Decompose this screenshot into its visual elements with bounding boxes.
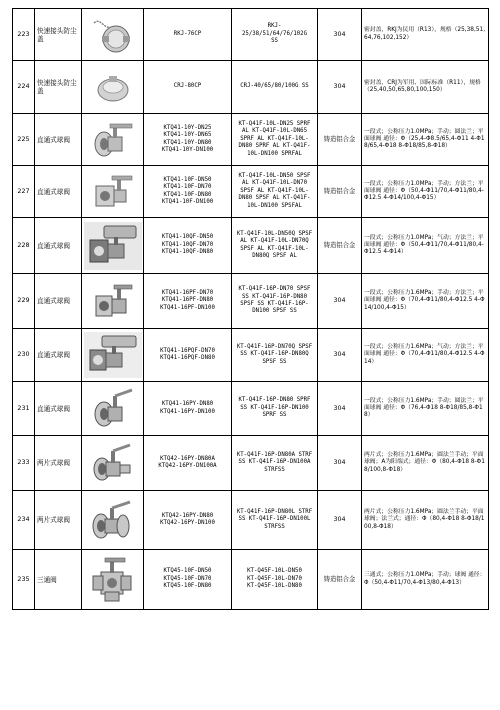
- table-row: [13, 61, 489, 114]
- model-number: RKJ-76CP: [144, 9, 232, 61]
- part-code: KT-Q41F-10L-DN50 SPSF AL KT-Q41F-10L-DN70 SPSF AL KT-Q41F-10L-DN80 SPSF AL KT-Q41F-10L-DN100 SPSFAL: [232, 166, 318, 218]
- table-row: [13, 114, 489, 166]
- steel-ball-valve-icon: [82, 274, 144, 329]
- model-number: KTQ41-10F-DN50 KTQ41-10F-DN70 KTQ41-10F-DN80 KTQ41-10F-DN100: [144, 166, 232, 218]
- part-code: KT-Q41F-16P-DN70 SPSF SS KT-Q41F-16P-DN80 SPSF SS KT-Q41F-16P-DN100 SPSF SS: [232, 274, 318, 329]
- description: 一段式；公称压力1.0MPa；气动；方法兰；平面球阀 通径：Φ（50,4-Φ11/70,4-Φ11/80,4-Φ12.5 4-Φ14）: [362, 218, 489, 274]
- product-name: 直通式球阀: [35, 329, 82, 382]
- description: 一段式；公称压力1.0MPa；手动；方法兰；平面球阀 通径：Φ（50,4-Φ11/70,4-Φ11/80,4-Φ12.5 4-Φ14/100,4-Φ15）: [362, 166, 489, 218]
- pneumatic-steel-valve-icon: [82, 329, 144, 382]
- material: 304: [318, 436, 362, 491]
- flanged-ball-valve-icon: [82, 114, 144, 166]
- description: 一段式；公称压力1.6MPa；气动；方法兰；平面球阀 通径：Φ（70,4-Φ11/80,4-Φ12.5 4-Φ14）: [362, 329, 489, 382]
- product-name: 三通阀: [35, 550, 82, 610]
- pneumatic-ball-valve-icon: [82, 218, 144, 274]
- three-way-valve-icon: [82, 550, 144, 610]
- round-flange-valve-icon: [82, 382, 144, 436]
- material: 铸造铝合金: [318, 166, 362, 218]
- model-number: KTQ42-16PY-DN80A KTQ42-16PY-DN100A: [144, 436, 232, 491]
- product-name: 两片式球阀: [35, 491, 82, 550]
- product-name: 快速接头防尘盖: [35, 9, 82, 61]
- table-row: [13, 382, 489, 436]
- two-piece-ball-valve-icon: [82, 436, 144, 491]
- model-number: KTQ41-10Y-DN25 KTQ41-10Y-DN65 KTQ41-10Y-DN80 KTQ41-10Y-DN100: [144, 114, 232, 166]
- table-row: [13, 436, 489, 491]
- table-row: [13, 274, 489, 329]
- row-number: 230: [13, 329, 35, 382]
- material: 304: [318, 491, 362, 550]
- description: 密封盖，RKJ为民用（R13），规格（25,38,51,64,76,102,152）: [362, 9, 489, 61]
- part-code: KT-Q41F-16P-DN80L STRF SS KT-Q41F-16P-DN100L STRFSS: [232, 491, 318, 550]
- row-number: 227: [13, 166, 35, 218]
- description: 两片式；公称压力1.6MPa；圆法兰手动；平面球阀；法兰式；通径：Φ（80,4-Φ18 8-Φ18/100,8-Φ18）: [362, 491, 489, 550]
- row-number: 233: [13, 436, 35, 491]
- material: 304: [318, 329, 362, 382]
- product-name: 直通式球阀: [35, 382, 82, 436]
- row-number: 225: [13, 114, 35, 166]
- description: 三通式；公称压力1.0MPa；手动；球阀 通径：Φ（50,4-Φ11/70,4-Φ13/80,4-Φ13）: [362, 550, 489, 610]
- model-number: KTQ41-16PF-DN70 KTQ41-16PF-DN80 KTQ41-16PF-DN100: [144, 274, 232, 329]
- part-code: KT-Q41F-16P-DN80 SPRF SS KT-Q41F-16P-DN100 SPRF SS: [232, 382, 318, 436]
- table-row: [13, 329, 489, 382]
- model-number: KTQ45-10F-DN50 KTQ45-10F-DN70 KTQ45-10F-DN80: [144, 550, 232, 610]
- description: 一段式；公称压力1.6MPa；手动；圆法兰；平面球阀 通径：Φ（76,4-Φ18 8-Φ18/85,8-Φ18）: [362, 382, 489, 436]
- product-name: 直通式球阀: [35, 166, 82, 218]
- part-code: KT-Q41F-10L-DN50Q SPSF AL KT-Q41F-10L-DN70Q SPSF AL KT-Q41F-10L-DN80Q SPSF AL: [232, 218, 318, 274]
- row-number: 228: [13, 218, 35, 274]
- two-piece-flange-valve-icon: [82, 491, 144, 550]
- material: 铸造铝合金: [318, 218, 362, 274]
- table-row: [13, 218, 489, 274]
- product-name: 直通式球阀: [35, 274, 82, 329]
- material: 304: [318, 382, 362, 436]
- part-code: CRJ-40/65/80/100G SS: [232, 61, 318, 114]
- part-code: KT-Q45F-10L-DN50 KT-Q45F-10L-DN70 KT-Q45F-10L-DN80: [232, 550, 318, 610]
- row-number: 229: [13, 274, 35, 329]
- row-number: 223: [13, 9, 35, 61]
- description: 密封盖，CRJ为军用、国际标准（R11），规格（25,40,50,65,80,100,150）: [362, 61, 489, 114]
- table-row: [13, 166, 489, 218]
- row-number: 224: [13, 61, 35, 114]
- description: 两片式；公称压力1.6MPa；圆法兰手动；平面球阀；A为阳端式；通径：Φ（80,4-Φ18 8-Φ18/100,8-Φ18）: [362, 436, 489, 491]
- material: 304: [318, 61, 362, 114]
- model-number: KTQ41-16PY-DN80 KTQ41-16PY-DN100: [144, 382, 232, 436]
- square-flange-ball-valve-icon: [82, 166, 144, 218]
- product-name: 直通式球阀: [35, 218, 82, 274]
- table-row: [13, 550, 489, 610]
- part-code: KT-Q41F-10L-DN25 SPRF AL KT-Q41F-10L-DN65 SPRF AL KT-Q41F-10L-DN80 SPRF AL KT-Q41F-10L-DN100 SPRFAL: [232, 114, 318, 166]
- description: 一段式；公称压力1.6MPa；手动；方法兰；平面球阀 通径：Φ（70,4-Φ11/80,4-Φ12.5 4-Φ14/100,4-Φ15）: [362, 274, 489, 329]
- part-code: KT-Q41F-16P-DN80A STRF SS KT-Q41F-16P-DN100A STRFSS: [232, 436, 318, 491]
- dust-cap-chain-icon: [82, 9, 144, 61]
- material: 304: [318, 9, 362, 61]
- dust-cap-plain-icon: [82, 61, 144, 114]
- product-name: 快速接头防尘盖: [35, 61, 82, 114]
- material: 铸造铝合金: [318, 550, 362, 610]
- table-row: [13, 9, 489, 61]
- material: 铸造铝合金: [318, 114, 362, 166]
- row-number: 234: [13, 491, 35, 550]
- product-name: 直通式球阀: [35, 114, 82, 166]
- model-number: KTQ41-10QF-DN50 KTQ41-10QF-DN70 KTQ41-10QF-DN80: [144, 218, 232, 274]
- row-number: 231: [13, 382, 35, 436]
- table-row: [13, 491, 489, 550]
- part-code: KT-Q41F-16P-DN70Q SPSF SS KT-Q41F-16P-DN80Q SPSF SS: [232, 329, 318, 382]
- material: 304: [318, 274, 362, 329]
- product-name: 两片式球阀: [35, 436, 82, 491]
- model-number: CRJ-80CP: [144, 61, 232, 114]
- row-number: 235: [13, 550, 35, 610]
- description: 一段式；公称压力1.0MPa；手动；圆法兰；平面球阀 通径：Φ（25,4-Φ8.5/65,4-Φ11 4-Φ18/65,4-Φ18 8-Φ18/85,8-Φ18）: [362, 114, 489, 166]
- product-spec-table: [12, 8, 489, 610]
- model-number: KTQ42-16PY-DN80 KTQ42-16PY-DN100: [144, 491, 232, 550]
- part-code: RKJ- 25/38/51/64/76/102G SS: [232, 9, 318, 61]
- model-number: KTQ41-16PQF-DN70 KTQ41-16PQF-DN80: [144, 329, 232, 382]
